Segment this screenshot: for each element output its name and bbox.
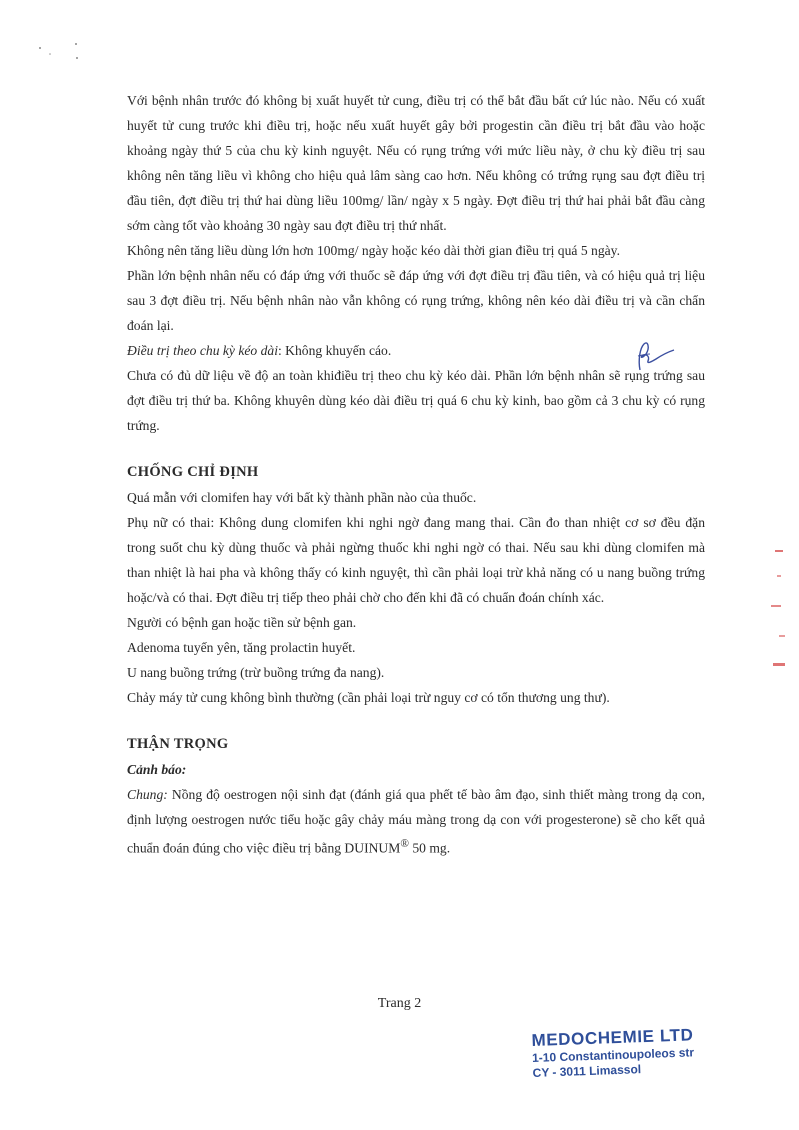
list-item: Adenoma tuyến yên, tăng prolactin huyết. — [127, 640, 356, 655]
section-heading-contraindications: CHỐNG CHỈ ĐỊNH — [127, 464, 259, 480]
subheading-warning: Cảnh báo: — [127, 762, 187, 777]
paragraph: Phần lớn bệnh nhân nếu có đáp ứng với thuốc sẽ đáp ứng với đợt điều trị đầu tiên, và có hiệu quả trị liệu sau 3 đợt điều trị. Nếu bệnh nhân nào vẫn không có rụng trứng, không nên kéo dài điều trị và cần chẩn đoán lại. — [127, 268, 705, 333]
list-item: Quá mẫn với clomifen hay với bất kỳ thành phần nào của thuốc. — [127, 490, 477, 505]
list-item: Người có bệnh gan hoặc tiền sử bệnh gan. — [127, 615, 357, 630]
company-stamp — [531, 1025, 703, 1081]
list-item: Chảy máy tử cung không bình thường (cần phải loại trừ nguy cơ có tổn thương ung thư). — [127, 690, 610, 705]
stamp-company: MEDOCHEMIE LTD — [531, 1025, 694, 1050]
italic-term: Điều trị theo chu kỳ kéo dài — [127, 343, 278, 358]
paragraph: Điều trị theo chu kỳ kéo dài: Không khuyến cáo. — [127, 343, 392, 358]
registered-mark: ® — [400, 838, 409, 850]
stamp-address-2: CY - 3011 Limassol — [532, 1062, 642, 1080]
section-heading-precautions: THẬN TRỌNG — [127, 736, 229, 752]
paragraph: Chưa có đủ dữ liệu về độ an toàn khiđiều trị theo chu kỳ kéo dài. Phần lớn bệnh nhân sẽ rụng trứng sau đợt điều trị thứ ba. Không khuyên dùng kéo dài điều trị quá 6 chu kỳ kinh, bao gồm cả 3 chu kỳ có rụng trứng. — [127, 368, 705, 433]
stamp-address-1: 1-10 Constantinoupoleos str — [531, 1045, 695, 1065]
page-number: Trang 2 — [377, 996, 422, 1011]
margin-marks — [765, 545, 795, 685]
paragraph: Không nên tăng liều dùng lớn hơn 100mg/ ngày hoặc kéo dài thời gian điều trị quá 5 ngày. — [127, 243, 620, 258]
paragraph: Với bệnh nhân trước đó không bị xuất huyết tử cung, điều trị có thể bắt đầu bất cứ lúc nào. Nếu có xuất huyết tử cung trước khi điều trị, hoặc nếu xuất huyết gây bởi progestin cần điều trị bắt đầu vào hoặc khoảng ngày thứ 5 của chu kỳ kinh nguyệt. Nếu có rụng trứng với mức liều này, ở chu kỳ điều trị sau không nên tăng liều vì không cho hiệu quả lâm sàng cao hơn. Nếu không có trứng rụng sau đợt điều trị đầu tiên, đợt điều trị thứ hai dùng liều 100mg/ lần/ ngày x 5 ngày. Đợt điều trị thứ hai phải bắt đầu càng sớm càng tốt vào khoảng 30 ngày sau đợt điều trị thứ nhất. — [127, 93, 705, 233]
list-item: Phụ nữ có thai: Không dung clomifen khi nghi ngờ đang mang thai. Cần đo than nhiệt cơ sơ đều đặn trong suốt chu kỳ dùng thuốc và phải ngừng thuốc khi nghi ngờ có thai. Nếu sau khi dùng clomifen mà than nhiệt là hai pha và không thấy có kinh nguyệt, thì cần phải loại trừ khả năng có u nang buồng trứng hoặc/và có thai. Đợt điều trị tiếp theo phải chờ cho đến khi đã có chuẩn đoán chính xác. — [127, 515, 705, 605]
italic-term: Chung: — [127, 787, 168, 802]
signature-initial — [628, 340, 678, 374]
list-item: U nang buồng trứng (trừ buồng trứng đa nang). — [127, 665, 385, 680]
document-body — [127, 88, 705, 861]
scan-marks — [30, 40, 90, 70]
paragraph: Chung: Nồng độ oestrogen nội sinh đạt (đánh giá qua phết tế bào âm đạo, sinh thiết màng trong dạ con, định lượng oestrogen nước tiểu hoặc gây chảy máu màng trong dạ con với progesterone) sẽ cho kết quả chuẩn đoán đúng cho việc điều trị bằng DUINUM® 50 mg. — [127, 787, 705, 856]
